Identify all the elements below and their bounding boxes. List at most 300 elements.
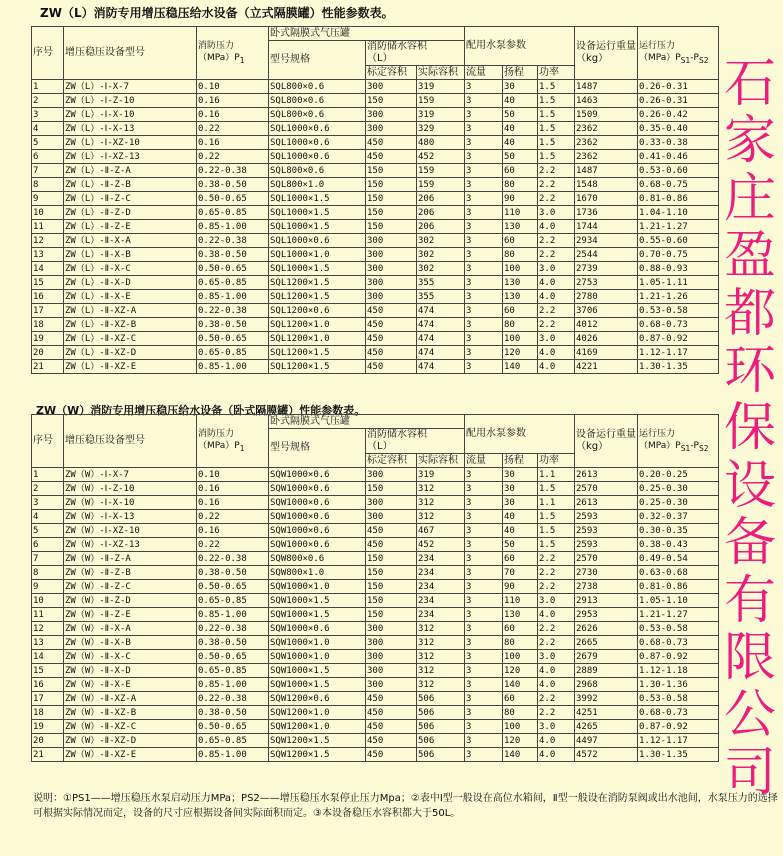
table-cell: 206 [417,206,465,220]
table-cell: 3 [465,650,503,664]
table-cell: 159 [417,94,465,108]
table-cell: 80 [503,318,538,332]
table-cell: 2.2 [538,248,575,262]
table-cell: 480 [417,136,465,150]
table-cell: 0.88-0.93 [638,262,719,276]
table-cell: 3 [465,206,503,220]
table-cell: ZW（W）-Ⅱ-Z-E [64,608,197,622]
table-cell: ZW（W）-Ⅱ-XZ-B [64,706,197,720]
col-pump: 配用水泵参数 [465,27,575,66]
table-cell: 474 [417,318,465,332]
table-cell: ZW（L）-Ⅰ-X-13 [64,122,197,136]
table-cell: 0.38-0.50 [197,318,269,332]
footnote: 说明：①PS1——增压稳压水泵启动压力MPa；PS2——增压稳压水泵停止压力Mpa；②表中Ⅰ型一般设在高位水箱间，Ⅱ型一般设在消防泵阀或出水池间，水泵压力的选择可根据实际情况而定，设备的尺寸应根据设备间实际面积而定。③本设备稳压水容积都大于50L。 [33,793,778,819]
table-cell: 60 [503,164,538,178]
table-cell: 329 [417,122,465,136]
table-cell: 1.21-1.27 [638,220,719,234]
table-cell: 1.5 [538,482,575,496]
table-cell: 17 [32,692,64,706]
table-cell: 15 [32,664,64,678]
company-char: 庄 [723,168,776,229]
table-cell: SQW1000×0.6 [269,482,366,496]
table-cell: 3 [465,276,503,290]
table-cell: ZW（W）-Ⅱ-Z-D [64,594,197,608]
table-cell: 110 [503,594,538,608]
table-cell: ZW（L）-Ⅱ-XZ-B [64,318,197,332]
table-cell: 2593 [575,538,638,552]
table-cell: 355 [417,276,465,290]
table-cell: 4497 [575,734,638,748]
table-cell: 4.0 [538,276,575,290]
table-cell: 234 [417,580,465,594]
company-char: 盈 [723,226,776,287]
col-run-pressure: 运行压力 $(MPa)P_{S1}-P_{S2}$ [638,27,719,80]
table-cell: ZW（W）-Ⅱ-X-A [64,622,197,636]
table-cell: 2613 [575,496,638,510]
table-cell: 0.20-0.25 [638,468,719,482]
table-cell: 150 [366,192,417,206]
table-cell: 0.65-0.85 [197,206,269,220]
col-volume: 消防储水容积 （L） [366,41,465,66]
table-cell: 4012 [575,318,638,332]
table-cell: ZW（L）-Ⅱ-X-A [64,234,197,248]
table-row [32,636,719,650]
table-cell: SQL1200×1.5 [269,290,366,304]
table-cell: 3.0 [538,650,575,664]
table-cell: 8 [32,566,64,580]
table-row [32,234,719,248]
table-cell: 2.2 [538,692,575,706]
table-cell: 30 [503,496,538,510]
table-cell: 2753 [575,276,638,290]
table-cell: 4169 [575,346,638,360]
table-cell: 4.0 [538,360,575,374]
table-cell: ZW（L）-Ⅱ-XZ-E [64,360,197,374]
table-cell: 3 [465,580,503,594]
table-cell: 1.1 [538,496,575,510]
table-cell: 21 [32,360,64,374]
table-row [32,192,719,206]
table-cell: 9 [32,580,64,594]
table-cell: 312 [417,664,465,678]
table-row [32,150,719,164]
table-horizontal-tank [31,414,719,762]
table-cell: 13 [32,636,64,650]
table-cell: 1.12-1.17 [638,734,719,748]
table-cell: 1.30-1.36 [638,678,719,692]
table-cell: 16 [32,678,64,692]
table-cell: 3 [465,178,503,192]
table-cell: 50 [503,108,538,122]
table-row [32,720,719,734]
table-cell: 3 [465,734,503,748]
table-cell: 3.0 [538,332,575,346]
table-cell: 234 [417,552,465,566]
table-cell: 3 [465,664,503,678]
table-cell: 1.5 [538,80,575,94]
table1-body [32,80,719,374]
table-cell: 450 [366,360,417,374]
table-cell: 2362 [575,122,638,136]
col-model: 增压稳压设备型号 [64,415,197,468]
table-cell: 300 [366,122,417,136]
table-cell: 10 [32,594,64,608]
table-cell: 3 [465,332,503,346]
table-cell: 0.38-0.50 [197,706,269,720]
table-cell: 3 [465,636,503,650]
table-cell: 3 [465,482,503,496]
table-cell: ZW（W）-Ⅰ-X-7 [64,468,197,482]
table-cell: 0.32-0.37 [638,510,719,524]
table-cell: 0.50-0.65 [197,650,269,664]
table-cell: 0.26-0.31 [638,80,719,94]
table-cell: 474 [417,346,465,360]
table-row [32,220,719,234]
table-cell: 234 [417,566,465,580]
table-row [32,748,719,762]
table-cell: 0.85-1.00 [197,290,269,304]
table-cell: ZW（W）-Ⅱ-XZ-D [64,734,197,748]
table-cell: 3 [32,496,64,510]
table-cell: 312 [417,510,465,524]
table-cell: 3 [465,496,503,510]
table-cell: 0.22 [197,538,269,552]
table-cell: 3 [465,748,503,762]
table-cell: 2.2 [538,318,575,332]
table-cell: 0.85-1.00 [197,748,269,762]
table-cell: 7 [32,552,64,566]
company-char: 家 [723,111,776,172]
table-cell: ZW（L）-Ⅱ-Z-C [64,192,197,206]
table-cell: 150 [366,608,417,622]
table-cell: 80 [503,636,538,650]
table-cell: 7 [32,164,64,178]
table-cell: 3 [465,552,503,566]
table-cell: 60 [503,304,538,318]
table-cell: 1.5 [538,122,575,136]
table-cell: 0.50-0.65 [197,262,269,276]
table-cell: 3 [465,706,503,720]
table-cell: 3 [465,594,503,608]
table-cell: 90 [503,192,538,206]
table-cell: 2739 [575,262,638,276]
table-row [32,608,719,622]
table-row [32,80,719,94]
table-cell: SQW1200×0.6 [269,692,366,706]
table-cell: 450 [366,136,417,150]
table-cell: 20 [32,346,64,360]
table-cell: 0.38-0.50 [197,636,269,650]
table-cell: ZW（W）-Ⅰ-X-13 [64,510,197,524]
table-cell: 0.38-0.43 [638,538,719,552]
table-cell: 300 [366,650,417,664]
table-cell: ZW（W）-Ⅱ-Z-C [64,580,197,594]
table-cell: 1.5 [538,108,575,122]
table-cell: 3 [465,262,503,276]
table-row [32,692,719,706]
table-cell: 0.22-0.38 [197,164,269,178]
table-cell: ZW（L）-Ⅱ-Z-E [64,220,197,234]
col-seq: 序号 [32,415,64,468]
table-cell: 0.10 [197,468,269,482]
table-cell: 30 [503,80,538,94]
table-cell: 0.22-0.38 [197,552,269,566]
table-cell: 4.0 [538,678,575,692]
table-cell: SQW1000×1.0 [269,650,366,664]
table-cell: 90 [503,580,538,594]
table-cell: 12 [32,234,64,248]
table-row [32,524,719,538]
table-cell: 3 [465,248,503,262]
table-row [32,108,719,122]
table-cell: SQL1000×1.5 [269,262,366,276]
table-cell: 3992 [575,692,638,706]
table-cell: 0.22 [197,122,269,136]
table-cell: 300 [366,262,417,276]
table-cell: 2730 [575,566,638,580]
table-cell: 2 [32,482,64,496]
table-cell: SQW1200×1.0 [269,720,366,734]
table-row [32,622,719,636]
table-cell: SQW1000×1.5 [269,608,366,622]
table-cell: 206 [417,192,465,206]
table-cell: 0.38-0.50 [197,566,269,580]
table-cell: SQW1000×1.5 [269,664,366,678]
table-cell: 0.50-0.65 [197,720,269,734]
table-cell: SQW1000×0.6 [269,524,366,538]
table-cell: SQW1000×0.6 [269,496,366,510]
table-cell: 1 [32,80,64,94]
table-cell: 0.85-1.00 [197,678,269,692]
table-cell: 6 [32,538,64,552]
table-cell: 300 [366,468,417,482]
table-cell: 2889 [575,664,638,678]
table-cell: 1.30-1.35 [638,360,719,374]
table-cell: 474 [417,304,465,318]
table-cell: 2.2 [538,636,575,650]
table-cell: 0.38-0.50 [197,178,269,192]
table-cell: 30 [503,482,538,496]
table2-body [32,468,719,762]
col-model: 增压稳压设备型号 [64,27,197,80]
table-cell: SQW1000×1.5 [269,678,366,692]
table-cell: 0.68-0.73 [638,706,719,720]
table-cell: 1.21-1.27 [638,608,719,622]
table-cell: ZW（W）-Ⅰ-X-10 [64,496,197,510]
table-cell: 11 [32,608,64,622]
table-cell: 0.50-0.65 [197,332,269,346]
table-cell: 0.53-0.58 [638,622,719,636]
col-weight: 设备运行重量 （kg） [575,415,638,468]
table-cell: 80 [503,706,538,720]
table-cell: 450 [366,332,417,346]
table-cell: 0.25-0.30 [638,496,719,510]
table-cell: 2613 [575,468,638,482]
table-cell: 3 [465,192,503,206]
table-cell: 40 [503,122,538,136]
table-cell: 2.2 [538,192,575,206]
table-cell: 1670 [575,192,638,206]
table-cell: SQL1200×1.0 [269,318,366,332]
table-row [32,360,719,374]
table-cell: 319 [417,80,465,94]
table-cell: 3 [465,692,503,706]
company-char: 公 [723,685,776,746]
table-cell: 0.16 [197,482,269,496]
table-cell: SQW1200×1.0 [269,706,366,720]
table-cell: ZW（W）-Ⅰ-Z-10 [64,482,197,496]
table-cell: 0.16 [197,94,269,108]
table-cell: 2953 [575,608,638,622]
table-cell: 4 [32,122,64,136]
table-cell: 300 [366,80,417,94]
col-actual: 实际容积 [417,66,465,80]
table-cell: 2 [32,94,64,108]
table-cell: SQL1000×1.5 [269,206,366,220]
col-nominal: 标定容积 [366,66,417,80]
table-cell: 140 [503,678,538,692]
table-cell: 3 [465,304,503,318]
table-row [32,332,719,346]
company-char: 环 [723,341,776,402]
table-cell: 2968 [575,678,638,692]
table-cell: 2780 [575,290,638,304]
table-cell: 1.21-1.26 [638,290,719,304]
table-cell: ZW（W）-Ⅰ-XZ-13 [64,538,197,552]
table-cell: 0.50-0.65 [197,192,269,206]
table-cell: 13 [32,248,64,262]
table-cell: 3 [465,234,503,248]
table-cell: 21 [32,748,64,762]
table-cell: SQL1000×0.6 [269,150,366,164]
table-cell: 0.16 [197,524,269,538]
table-cell: SQL1000×1.5 [269,220,366,234]
table-cell: 14 [32,650,64,664]
table-cell: 2570 [575,552,638,566]
table-row [32,262,719,276]
table-cell: SQW1000×1.0 [269,580,366,594]
table-cell: 0.50-0.65 [197,580,269,594]
table-cell: 150 [366,552,417,566]
table-cell: ZW（W）-Ⅱ-X-C [64,650,197,664]
table-cell: 1.5 [538,538,575,552]
table-cell: 355 [417,290,465,304]
table-cell: 1.30-1.35 [638,748,719,762]
table-cell: 14 [32,262,64,276]
table-cell: 0.70-0.75 [638,248,719,262]
table-cell: ZW（W）-Ⅱ-XZ-C [64,720,197,734]
table-row [32,94,719,108]
table-cell: ZW（L）-Ⅰ-XZ-10 [64,136,197,150]
table-cell: 5 [32,136,64,150]
table-cell: SQL1000×1.0 [269,248,366,262]
table-cell: SQW1000×0.6 [269,538,366,552]
table-cell: 3 [465,80,503,94]
table-cell: 60 [503,234,538,248]
table-cell: 0.55-0.60 [638,234,719,248]
table-cell: 0.16 [197,108,269,122]
table-cell: 19 [32,720,64,734]
table-cell: 1.12-1.17 [638,346,719,360]
table-cell: 3706 [575,304,638,318]
table-cell: 1487 [575,80,638,94]
table-cell: 450 [366,524,417,538]
table-cell: 130 [503,290,538,304]
table-cell: 2.2 [538,164,575,178]
table-cell: 100 [503,650,538,664]
table-cell: 312 [417,636,465,650]
table-cell: ZW（L）-Ⅱ-X-D [64,276,197,290]
table-cell: ZW（L）-Ⅰ-X-10 [64,108,197,122]
table-row [32,482,719,496]
table-cell: 140 [503,360,538,374]
table-cell: 312 [417,650,465,664]
table-cell: 150 [366,594,417,608]
col-nominal: 标定容积 [366,454,417,468]
table-cell: 0.65-0.85 [197,594,269,608]
table-cell: 3 [465,538,503,552]
table-row [32,178,719,192]
table-cell: 150 [366,94,417,108]
table-cell: 120 [503,664,538,678]
table-row [32,678,719,692]
table-cell: 234 [417,594,465,608]
table-cell: 319 [417,468,465,482]
col-tank-model: 型号规格 [269,41,366,80]
table-cell: 8 [32,178,64,192]
table-cell: 12 [32,622,64,636]
table-cell: 4 [32,510,64,524]
table-cell: 1548 [575,178,638,192]
table-cell: 3 [465,346,503,360]
table-cell: 1.05-1.11 [638,276,719,290]
table-cell: 50 [503,150,538,164]
col-tank-group: 卧式隔膜式气压罐 [269,27,465,41]
table-cell: 120 [503,346,538,360]
col-tank-model: 型号规格 [269,429,366,468]
table-cell: 1509 [575,108,638,122]
table-row [32,706,719,720]
table-cell: 2934 [575,234,638,248]
table-cell: 467 [417,524,465,538]
table-row [32,290,719,304]
table-cell: ZW（L）-Ⅱ-Z-B [64,178,197,192]
table-cell: 3.0 [538,262,575,276]
table-cell: 1.04-1.10 [638,206,719,220]
company-char: 司 [723,742,776,803]
table-cell: ZW（W）-Ⅱ-Z-A [64,552,197,566]
table-cell: SQW800×1.0 [269,566,366,580]
table-cell: 0.65-0.85 [197,734,269,748]
table-cell: 17 [32,304,64,318]
table-cell: SQL1200×1.0 [269,332,366,346]
table-cell: 300 [366,664,417,678]
table-cell: 4.0 [538,734,575,748]
table-cell: ZW（L）-Ⅱ-Z-D [64,206,197,220]
table-cell: 452 [417,538,465,552]
table-cell: ZW（W）-Ⅱ-Z-B [64,566,197,580]
table-cell: 15 [32,276,64,290]
table-cell: 3 [465,678,503,692]
col-pressure: 消防压力 $(MPa)P_1$ [197,415,269,468]
table-cell: 3 [465,468,503,482]
table-cell: 3 [465,164,503,178]
table-row [32,276,719,290]
col-flow: 流量 [465,66,503,80]
table-cell: ZW（L）-Ⅱ-X-B [64,248,197,262]
table-cell: 2593 [575,524,638,538]
table-cell: 1.5 [538,510,575,524]
